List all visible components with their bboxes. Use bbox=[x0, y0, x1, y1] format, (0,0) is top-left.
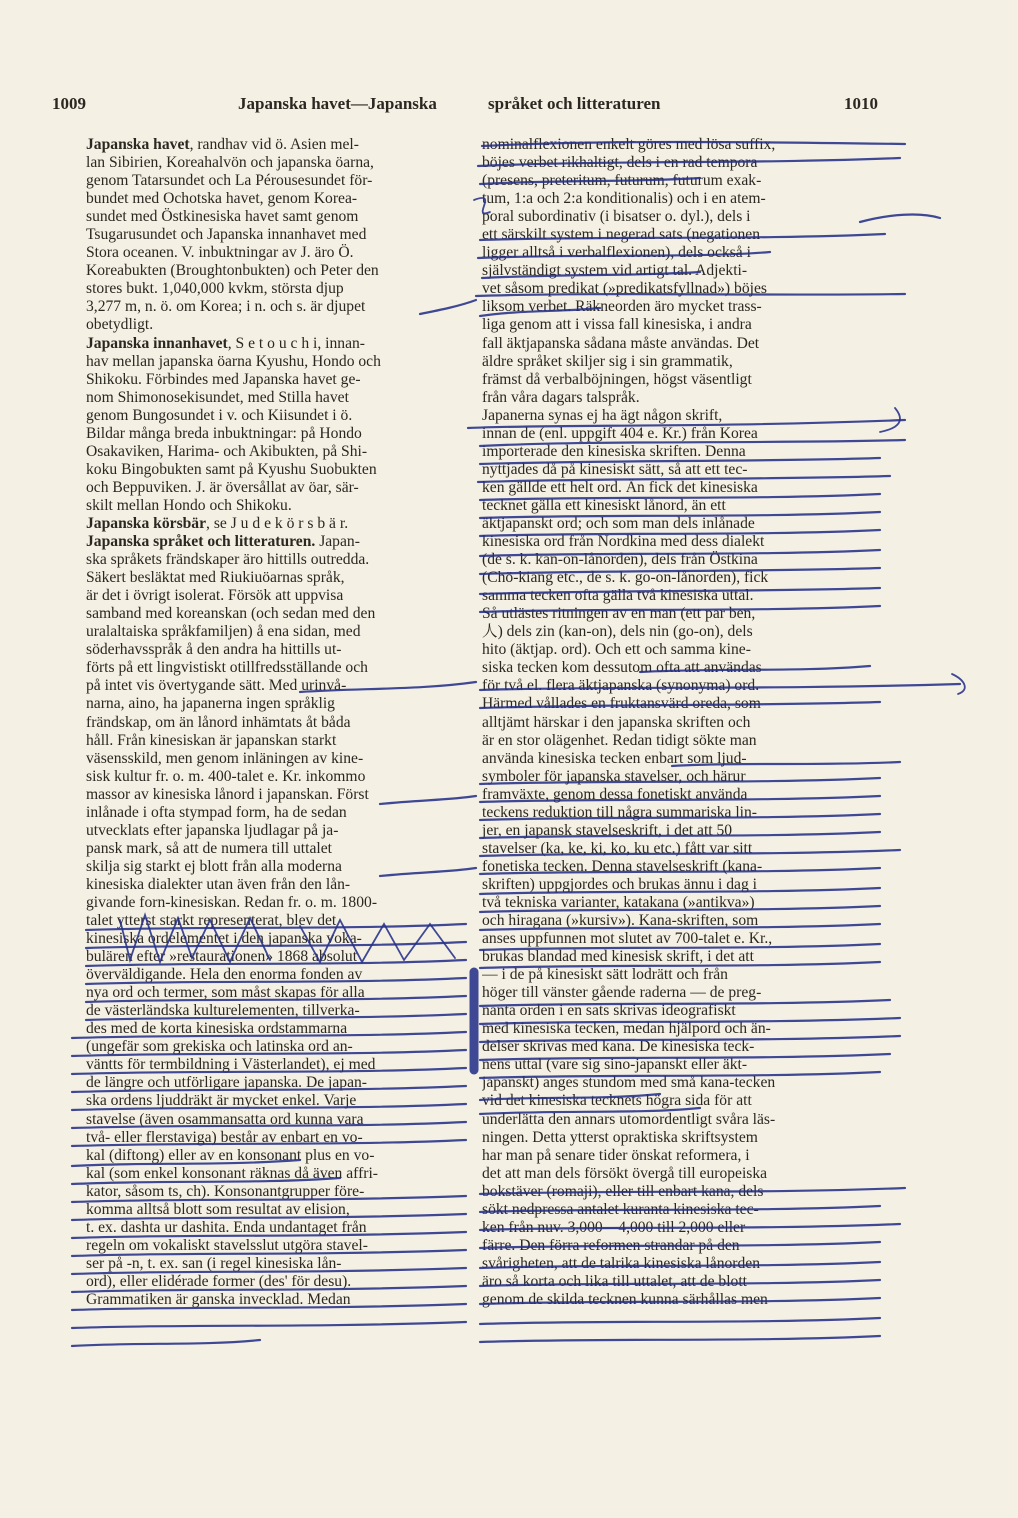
ink-strike bbox=[72, 1322, 466, 1328]
text-line: teckens reduktion till några summariska lin- bbox=[482, 803, 757, 821]
text-line: bulären efter »restaurationen» 1868 absolut bbox=[86, 948, 358, 966]
text-line: stavelser (ka, ke, ki, ko, ku etc.) fått var sitt bbox=[482, 839, 753, 857]
text-line: svårigheten, att de talrika kinesiska lånorden bbox=[482, 1254, 760, 1272]
text-line: pansk mark, så att de numera till uttalet bbox=[86, 839, 332, 857]
text-line: lan Sibirien, Koreahalvön och japanska öarna, bbox=[86, 154, 374, 172]
ink-strike bbox=[480, 1336, 880, 1342]
text-line: bundet med Ochotska havet, genom Korea- bbox=[86, 190, 358, 208]
text-line: 人) dels zin (kan-on), dels nin (go-on), dels bbox=[482, 623, 753, 641]
right-column bbox=[482, 136, 878, 1309]
text-line: väsensskild, men genom inläningen av kine- bbox=[86, 749, 364, 767]
text-line: Japanska havet, randhav vid ö. Asien mel- bbox=[86, 136, 359, 153]
text-line: frändskap, om än lånord inhämtats åt båda bbox=[86, 713, 351, 731]
ink-scribble bbox=[880, 408, 900, 432]
text-line: Härmed vållades en fruktansvärd oreda, som bbox=[482, 695, 761, 713]
text-line: bokstäver (romaji), eller till enbart kana, dels bbox=[482, 1182, 764, 1200]
text-line: siska tecken kom dessutom ofta att användas bbox=[482, 659, 762, 677]
text-line: importerade den kinesiska skriften. Denna bbox=[482, 442, 746, 460]
running-header bbox=[52, 94, 878, 122]
text-line: Japanerna synas ej ha ägt någon skrift, bbox=[482, 406, 723, 424]
text-line: de längre och utförligare japanska. De japan- bbox=[86, 1074, 367, 1092]
text-line: ett särskilt system i negerad sats (negationen bbox=[482, 226, 761, 244]
text-line: fonetiska tecken. Denna stavelseskrift (kana- bbox=[482, 857, 763, 875]
text-line: med kinesiska tecken, medan hjälpord och än- bbox=[482, 1020, 771, 1038]
text-line: höger till vänster gående raderna — de preg- bbox=[482, 984, 762, 1002]
text-line: (Chö-kiang etc., de s. k. go-on-lånorden), fick bbox=[482, 569, 769, 587]
header-title-left: Japanska havet—Japanska bbox=[238, 94, 437, 113]
text-line: sisk kultur fr. o. m. 400-talet e. Kr. inkommo bbox=[86, 767, 366, 785]
text-line: söderhavsspråk å den andra ha hittills ut- bbox=[86, 641, 342, 659]
text-line: skilt mellan Hondo och Shikoku. bbox=[86, 496, 292, 514]
text-line: des med de korta kinesiska ordstammarna bbox=[86, 1020, 348, 1038]
text-line: Säkert besläktat med Riukiuöarnas språk, bbox=[86, 569, 345, 587]
text-line: ser på -n, t. ex. san (i regel kinesiska lån- bbox=[86, 1254, 342, 1272]
page-number-right: 1010 bbox=[844, 94, 878, 113]
text-line: och Beppuviken. J. är översållat av öar, sär- bbox=[86, 478, 359, 496]
text-line: ska språkets frändskaper äro hittills outredda. bbox=[86, 551, 370, 569]
text-line: symboler för japanska stavelser, och härur bbox=[482, 767, 746, 785]
text-line: de västerländska kulturelementen, tillverka- bbox=[86, 1002, 360, 1020]
text-line: ken från nuv. 3,000—4,000 till 2,000 eller bbox=[482, 1218, 746, 1236]
header-title-right: språket och litteraturen bbox=[488, 94, 661, 113]
text-line: Japanska innanhavet, S e t o u c h i, innan- bbox=[86, 334, 365, 352]
text-line: liga genom att i vissa fall kinesiska, i andra bbox=[482, 316, 752, 334]
text-line: äldre språket skiljer sig i sin grammatik, bbox=[482, 352, 733, 370]
text-line: genom de skilda tecknen kunna särhållas men bbox=[482, 1291, 768, 1308]
text-line: det att man dels försökt övergå till europeiska bbox=[482, 1164, 768, 1182]
text-line: stores bukt. 1,040,000 kvkm, största djup bbox=[86, 280, 344, 298]
text-line: ningen. Detta ytterst opraktiska skriftsystem bbox=[482, 1128, 758, 1146]
text-line: samma tecken ofta gälla två kinesiska uttal. bbox=[482, 587, 754, 605]
text-line: delser skrivas med kana. De kinesiska teck- bbox=[482, 1038, 755, 1056]
page-number-left: 1009 bbox=[52, 94, 86, 113]
text-line: sökt nedpressa antalet kuranta kinesiska tec- bbox=[482, 1200, 759, 1218]
text-line: 3,277 m, n. ö. om Korea; i n. och s. är djupet bbox=[86, 298, 366, 316]
left-column bbox=[86, 136, 464, 1309]
text-line: böjes verbet rikhaltigt, dels i en rad tempora bbox=[482, 154, 758, 172]
text-line: narna, aino, ha japanerna ingen språklig bbox=[86, 695, 335, 713]
text-line: använda kinesiska tecken enbart som ljud- bbox=[482, 749, 747, 767]
text-line: och hiragana (»kursiv»). Kana-skriften, som bbox=[482, 912, 759, 930]
ink-scribble bbox=[952, 674, 965, 694]
text-line: innan de (enl. uppgift 404 e. Kr.) från Korea bbox=[482, 424, 758, 442]
ink-strike bbox=[480, 1318, 880, 1324]
text-line: tecknet gälla ett kinesiskt lånord, än ett bbox=[482, 496, 726, 514]
text-line: nominalflexionen enkelt göres med lösa suffix, bbox=[482, 136, 776, 153]
text-line: givande forn-kinesiskan. Redan fr. o. m. 1800- bbox=[86, 893, 378, 911]
text-line: kator, såsom ts, ch). Konsonantgrupper före- bbox=[86, 1182, 365, 1200]
text-line: hav mellan japanska öarna Kyushu, Hondo och bbox=[86, 352, 381, 370]
text-line: genom Bungosundet i v. och Kiisundet i ö. bbox=[86, 406, 353, 424]
text-line: japanskt) anges stundom med små kana-tecken bbox=[482, 1074, 776, 1092]
text-line: för två el. flera äktjapanska (synonyma) ord. bbox=[482, 677, 760, 695]
text-line: Japanska språket och litteraturen. Japan- bbox=[86, 533, 360, 551]
text-line: håll. Från kinesiskan är japanskan starkt bbox=[86, 731, 337, 749]
text-line: poral subordinativ (i bisatser o. dyl.), dels i bbox=[482, 208, 751, 226]
text-line: vid det kinesiska tecknets högra sida för att bbox=[482, 1092, 752, 1110]
text-line: Shikoku. Förbindes med Japanska havet ge- bbox=[86, 370, 361, 388]
text-line: äro så korta och lika till uttalet, att de blott bbox=[482, 1272, 748, 1290]
text-line: Stora oceanen. V. inbuktningar av J. äro Ö. bbox=[86, 244, 354, 262]
text-line: samband med koreanskan (och sedan med den bbox=[86, 605, 376, 623]
text-line: regeln om vokaliskt stavelsslut utgöra stavel- bbox=[86, 1236, 368, 1254]
text-line: nya ord och termer, som måst skapas för alla bbox=[86, 984, 365, 1002]
text-line: (presens, preteritum, futurum, futurum exak- bbox=[482, 172, 762, 190]
text-line: två- eller flerstaviga) består av enbart en vo- bbox=[86, 1128, 363, 1146]
text-line: färre. Den förra reformen strandar på den bbox=[482, 1236, 740, 1254]
text-line: kinesiska ordelementet i den japanska voka- bbox=[86, 930, 362, 948]
text-line: ligger alltså i verbalflexionen), dels också i bbox=[482, 244, 751, 262]
text-line: kal (som enkel konsonant räknas då även affri- bbox=[86, 1164, 378, 1182]
text-line: hito (äktjap. ord). Och ett och samma kine- bbox=[482, 641, 751, 659]
text-line: brukas blandad med kinesisk skrift, i det att bbox=[482, 948, 754, 966]
text-line: genom Tatarsundet och La Pérousesundet för- bbox=[86, 172, 373, 190]
text-line: fall äktjapanska sådana måste användas. Det bbox=[482, 334, 760, 352]
text-line: främst då verbalböjningen, högst väsentligt bbox=[482, 370, 752, 388]
text-line: skilja sig starkt ej blott från alla moderna bbox=[86, 857, 342, 875]
text-line: sundet med Östkinesiska havet samt genom bbox=[86, 208, 359, 226]
text-line: väntts för termbildning i Västerlandet), ej med bbox=[86, 1056, 376, 1074]
text-line: utvecklats efter japanska ljudlagar på ja- bbox=[86, 821, 339, 839]
text-line: underlätta den annars utomordentligt svåra läs- bbox=[482, 1110, 776, 1128]
text-line: stavelse (även osammansatta ord kunna vara bbox=[86, 1110, 364, 1128]
text-line: (de s. k. kan-on-lånorden), dels från Östkina bbox=[482, 551, 758, 569]
text-line: självständigt system vid artigt tal. Adjekti- bbox=[482, 262, 748, 280]
text-line: uralaltaiska språkfamiljen) å ena sidan, med bbox=[86, 623, 361, 641]
text-line: äktjapanskt ord; och som man dels inlånade bbox=[482, 514, 755, 532]
text-line: nom Shimonosekisundet, med Stilla havet bbox=[86, 388, 349, 406]
text-line: är en stor olägenhet. Redan tidigt sökte man bbox=[482, 731, 757, 749]
text-line: Grammatiken är ganska invecklad. Medan bbox=[86, 1291, 351, 1308]
text-line: framväxte, genom dessa fonetiskt använda bbox=[482, 785, 748, 803]
text-line: är det i övrigt isolerat. Försök att uppvisa bbox=[86, 587, 344, 605]
text-line: överväldigande. Hela den enorma fonden av bbox=[86, 966, 363, 984]
text-line: vet såsom predikat (»predikatsfyllnad») böjes bbox=[482, 280, 767, 298]
text-line: från våra dagars talspråk. bbox=[482, 388, 640, 406]
text-line: t. ex. dashta ur dashita. Enda undantaget från bbox=[86, 1218, 367, 1236]
text-line: nens uttal (vare sig sino-japanskt eller äkt- bbox=[482, 1056, 748, 1074]
text-line: Så utlästes ritningen av en man (ett par ben, bbox=[482, 605, 756, 623]
text-line: ken gällde ett helt ord. Än fick det kinesiska bbox=[482, 478, 758, 496]
text-line: kinesiska dialekter utan även från den lån- bbox=[86, 875, 351, 893]
text-line: massor av kinesiska lånord i japanskan. Först bbox=[86, 785, 369, 803]
text-line: har man på senare tider önskat reformera, i bbox=[482, 1146, 750, 1164]
text-line: (ungefär som grekiska och latinska ord an- bbox=[86, 1038, 353, 1056]
text-line: tum, 1:a och 2:a konditionalis) och i en atem- bbox=[482, 190, 766, 208]
text-line: kal (diftong) eller av en konsonant plus en vo- bbox=[86, 1146, 375, 1164]
text-line: anses uppfunnen mot slutet av 700-talet e. Kr., bbox=[482, 930, 773, 948]
text-line: — i de på kinesiskt sätt lodrätt och från bbox=[482, 966, 728, 984]
text-line: obetydligt. bbox=[86, 316, 154, 334]
text-line: kinesiska ord från Nordkina med dess dialekt bbox=[482, 533, 765, 551]
text-line: Osakaviken, Harima- och Akibukten, på Shi- bbox=[86, 442, 368, 460]
text-line: Bildar många breda inbuktningar: på Hondo bbox=[86, 424, 362, 442]
text-line: koku Bingobukten samt på Kyushu Suobukten bbox=[86, 460, 377, 478]
text-line: Japanska körsbär, se J u d e k ö r s b ä r. bbox=[86, 514, 349, 532]
ink-strike bbox=[72, 1340, 260, 1346]
text-line: två tekniska varianter, katakana (»antikva») bbox=[482, 893, 755, 911]
text-line: Tsugarusundet och Japanska innanhavet med bbox=[86, 226, 367, 244]
text-line: inlånade i ofta stympad form, ha de sedan bbox=[86, 803, 347, 821]
text-line: nanta orden i en sats skrivas ideografiskt bbox=[482, 1002, 736, 1020]
text-line: talet ytterst starkt representerat, blev det bbox=[86, 912, 337, 930]
text-line: liksom verbet. Räkneorden äro mycket trass- bbox=[482, 298, 762, 316]
text-line: ska ordens ljuddräkt är mycket enkel. Varje bbox=[86, 1092, 357, 1110]
text-line: alltjämt härskar i den japanska skriften och bbox=[482, 713, 751, 731]
text-line: skriften) uppgjordes och brukas ännu i dag i bbox=[482, 875, 757, 893]
text-line: på intet vis övertygande sätt. Med urinvå- bbox=[86, 677, 347, 695]
text-line: ord), eller elidérade former (des' för desu). bbox=[86, 1272, 352, 1290]
text-line: Koreabukten (Broughtonbukten) och Peter den bbox=[86, 262, 379, 280]
text-line: jer, en japansk stavelseskrift, i det att 50 bbox=[482, 821, 733, 839]
text-line: förts på ett lingvistiskt otillfredsställande och bbox=[86, 659, 368, 677]
text-line: komma alltså blott som resultat av elision, bbox=[86, 1200, 350, 1218]
text-line: nyttjades då på kinesiskt sätt, så att ett tec- bbox=[482, 460, 748, 478]
